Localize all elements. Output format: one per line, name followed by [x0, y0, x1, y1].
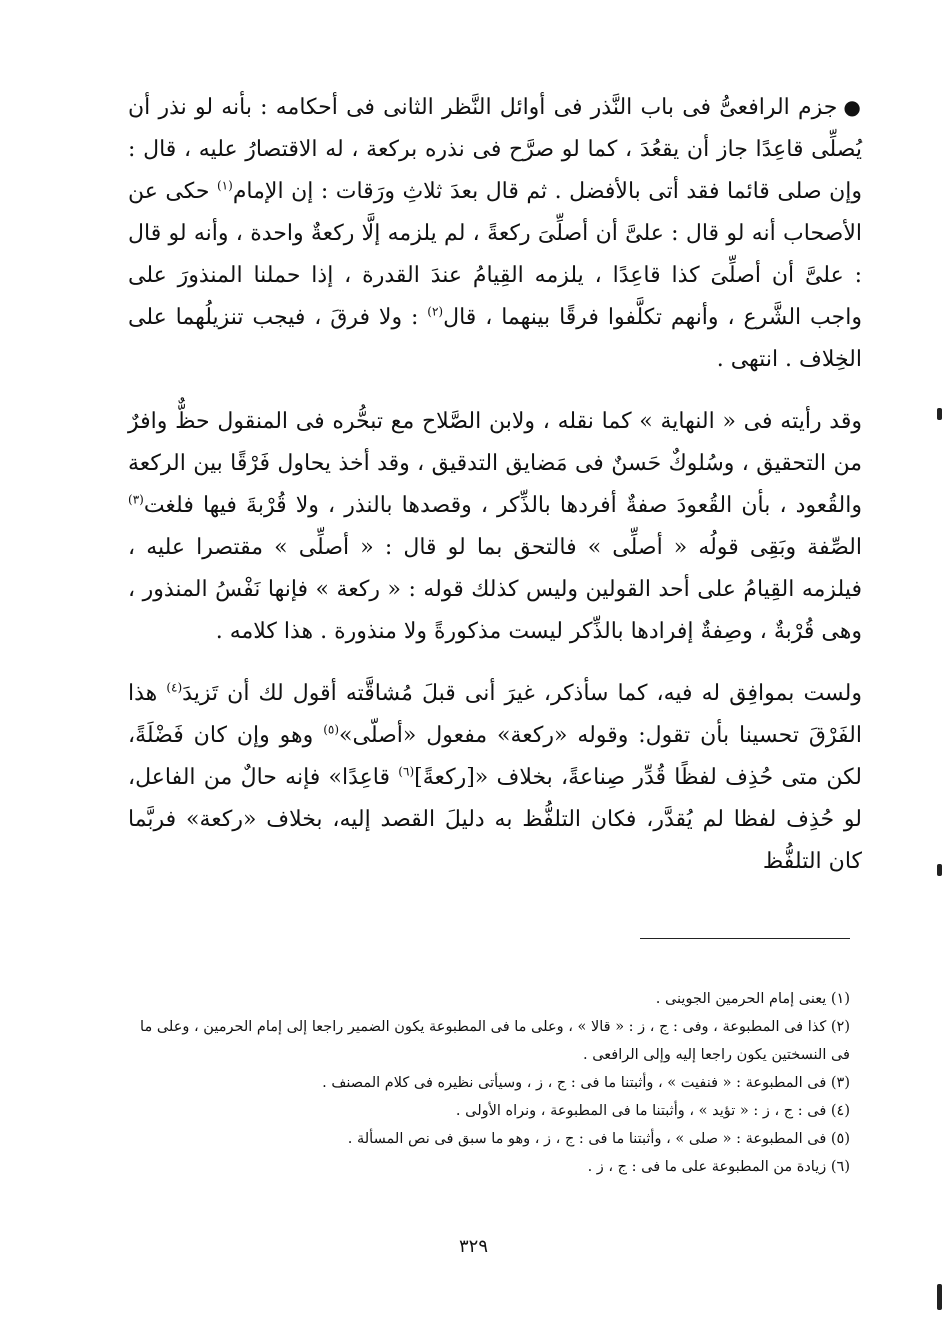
footnote-4: (٤) فى : ج ، ز : « تؤيد » ، وأثبتنا ما فى المطبوعة ، ونراه الأولى . — [455, 1103, 850, 1119]
paragraph-2-tail: الصِّفة وبَقِى قولُه « أصلِّى » فالتحق بما لو قال : « أصلِّى » مقتصرا عليه ، فيلزمه القِيامُ على أحد القولين وليس كذلك قوله : « ركعة » فإنها نَفْسُ المنذور ، وهى قُرْبةٌ ، وصِفةٌ إفرادها بالذِّكر ليست مذكورةً ولا منذورة . هذا كلامه . — [128, 535, 862, 644]
scan-mark — [937, 864, 942, 876]
scan-mark — [937, 1284, 942, 1310]
paragraph-3-mid2: وهو وإن كان فَضْلَةً، لكن متى حُذِف لفظًا قُدِّر صِناعةً، بخلاف «[ركعةً] — [128, 723, 862, 790]
paragraph-1-tail: حكى عن الأصحاب أنه لو قال : علىَّ أن أصلِّىَ ركعةً ، لم يلزمه إلَّا ركعةٌ واحدة ، وأنه لو قال : علىَّ أن أصلِّىَ كذا قاعِدًا ، يلزمه القِيامُ عندَ القدرة ، إذا حملنا المنذورَ على واجب الشَّرع ، وأنهم تكلَّفوا فرقًا بينهما ، قال — [128, 179, 862, 330]
paragraph-2-text: وقد رأيته فى « النهاية » كما نقله ، ولابن الصَّلاح مع تبحُّره فى المنقول حظٌّ وافرٌ من التحقيق ، وسُلوكٌ حَسنٌ فى مَضايق التدقيق ، وقد أخذ يحاول فَرْقًا بين الركعة والقُعود ، بأن القُعودَ صفةٌ أفردها بالذِّكر ، وقصدها بالنذر ، ولا قُرْبةَ فيها فلغت — [128, 409, 862, 518]
paragraph-2 — [128, 401, 862, 653]
paragraph-3-mid: هذا الفَرْقَ تحسينا بأن تقول: وقوله «ركعة» مفعول «أصلّى» — [128, 681, 862, 748]
paragraph-3 — [128, 673, 862, 883]
footnotes — [128, 985, 850, 1181]
footnote-ref-3[interactable]: (٣) — [128, 492, 144, 507]
paragraph-1-end: : ولا فرقَ ، فيجب تنزيلُهما على الخِلاف . انتهى . — [128, 305, 862, 372]
bullet-icon: ● — [843, 95, 862, 119]
main-text — [128, 86, 862, 903]
footnote-3: (٣) فى المطبوعة : « فنفيت » ، وأثبتنا ما فى : ج ، ز ، وسيأتى نظيره فى كلام المصنف . — [322, 1075, 850, 1091]
footnote-ref-2[interactable]: (٢) — [427, 304, 444, 319]
page-number: ٣٢٩ — [458, 1236, 488, 1257]
footnote-1: (١) يعنى إمام الحرمين الجوينى . — [655, 991, 850, 1007]
footnote-ref-5[interactable]: (٥) — [323, 722, 340, 737]
paragraph-3-text: ولست بموافِق له فيه، كما سأذكر، غيرَ أنى قبلَ مُشاقَّته أقول لك أن تَزيدَ — [182, 681, 862, 706]
paragraph-1-text: جزم الرافعىُّ فى باب النَّذر فى أوائل النَّظر الثانى فى أحكامه : بأنه لو نذر أن يُصلِّى قاعِدًا جاز أن يقعُدَ ، كما لو صرَّح فى نذره بركعة ، له الاقتصارُ عليه ، قال : وإن صلى قائما فقد أتى بالأفضل . ثم قال بعدَ ثلاثِ ورَقات : إن الإمام — [128, 95, 863, 204]
footnote-5: (٥) فى المطبوعة : « صلى » ، وأثبتنا ما فى : ج ، ز ، وهو ما سبق فى نص المسألة . — [347, 1131, 850, 1147]
footnote-6: (٦) زيادة من المطبوعة على ما فى : ج ، ز . — [587, 1159, 850, 1175]
paragraph-3-end: قاعِدًا» فإنه حالٌ من الفاعل، لو حُذِف لفظا لم يُقدَّر، فكان التلفُّظ به دليلَ القصد إليه، بخلاف «ركعة» فربَّما كان التلفُّظ — [128, 765, 862, 874]
footnote-ref-4[interactable]: (٤) — [166, 680, 183, 695]
footnote-divider — [640, 938, 850, 939]
paragraph-1 — [128, 86, 862, 381]
footnote-ref-1[interactable]: (١) — [216, 178, 233, 193]
footnote-2: (٢) كذا فى المطبوعة ، وفى : ج ، ز : « قالا » ، وعلى ما فى المطبوعة يكون الضمير راجعا إلى إمام الحرمين ، وعلى ما فى النسختين يكون راجعا إليه وإلى الرافعى . — [140, 1019, 850, 1063]
footnote-ref-6[interactable]: (٦) — [398, 764, 415, 779]
scan-mark — [937, 408, 942, 420]
